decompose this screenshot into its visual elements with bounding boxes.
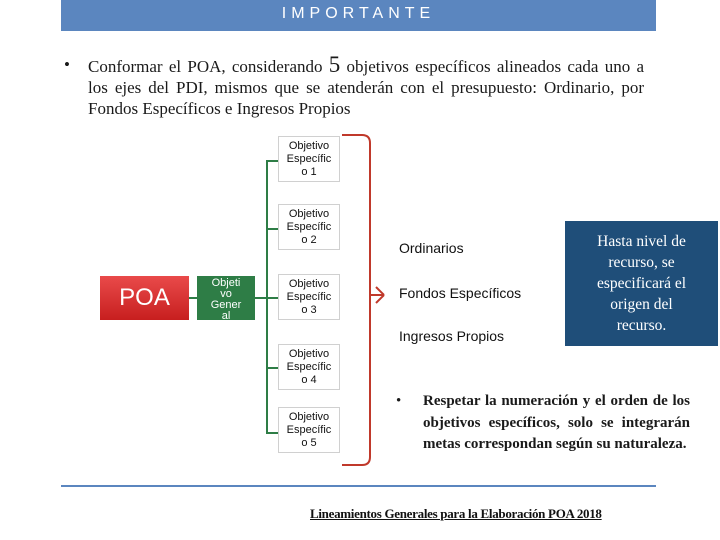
connector-obj-3 (266, 297, 278, 299)
numbering-text: Respetar la numeración y el orden de los objetivos específicos, solo se integrarán metas correspondan según su naturaleza. (423, 393, 690, 452)
numbering-bullet (396, 391, 690, 456)
intro-bullet (64, 54, 644, 119)
poa-box (100, 276, 189, 320)
budget-ordinarios: Ordinarios (399, 240, 464, 256)
footer-divider (61, 485, 656, 487)
connector-obj-4 (266, 367, 278, 369)
bracket-graphic (340, 132, 404, 468)
header-banner (61, 0, 656, 31)
arrow-head-bottom (376, 295, 384, 303)
specific-objective-3: Objetivo Específic o 3 (278, 274, 340, 320)
resource-note-box: Hasta nivel de recurso, se especificará el origen del recurso. (565, 221, 718, 346)
arrow-head-top (376, 287, 384, 295)
footer-text: Lineamientos Generales para la Elaboración POA 2018 (310, 506, 602, 521)
bracket-shape (342, 135, 370, 465)
bullet-dot: • (64, 55, 70, 74)
connector-poa-general (189, 297, 197, 299)
specific-objective-2: Objetivo Específic o 2 (278, 204, 340, 250)
connector-obj-1 (266, 160, 278, 162)
budget-fondos-especificos: Fondos Específicos (399, 285, 522, 301)
specific-objective-5: Objetivo Específic o 5 (278, 407, 340, 453)
specific-objective-4: Objetivo Específic o 4 (278, 344, 340, 390)
poa-label: POA (119, 284, 170, 311)
objective-count: 5 (328, 52, 341, 77)
connector-obj-2 (266, 228, 278, 230)
budget-ingresos-propios: Ingresos Propios (399, 328, 505, 344)
bullet-dot: • (396, 393, 402, 409)
specific-objective-1: Objetivo Específic o 1 (278, 136, 340, 182)
connector-obj-5 (266, 432, 278, 434)
header-title: IMPORTANTE (281, 5, 436, 22)
intro-text: Conformar el POA, considerando 5 objetivos específicos alineados cada uno a los ejes del PDI, mismos que se atenderán con el presupuesto: Ordinario, por Fondos Específicos e Ingresos Propios (88, 52, 644, 118)
general-objective-box: Objeti vo Gener al (197, 276, 255, 320)
